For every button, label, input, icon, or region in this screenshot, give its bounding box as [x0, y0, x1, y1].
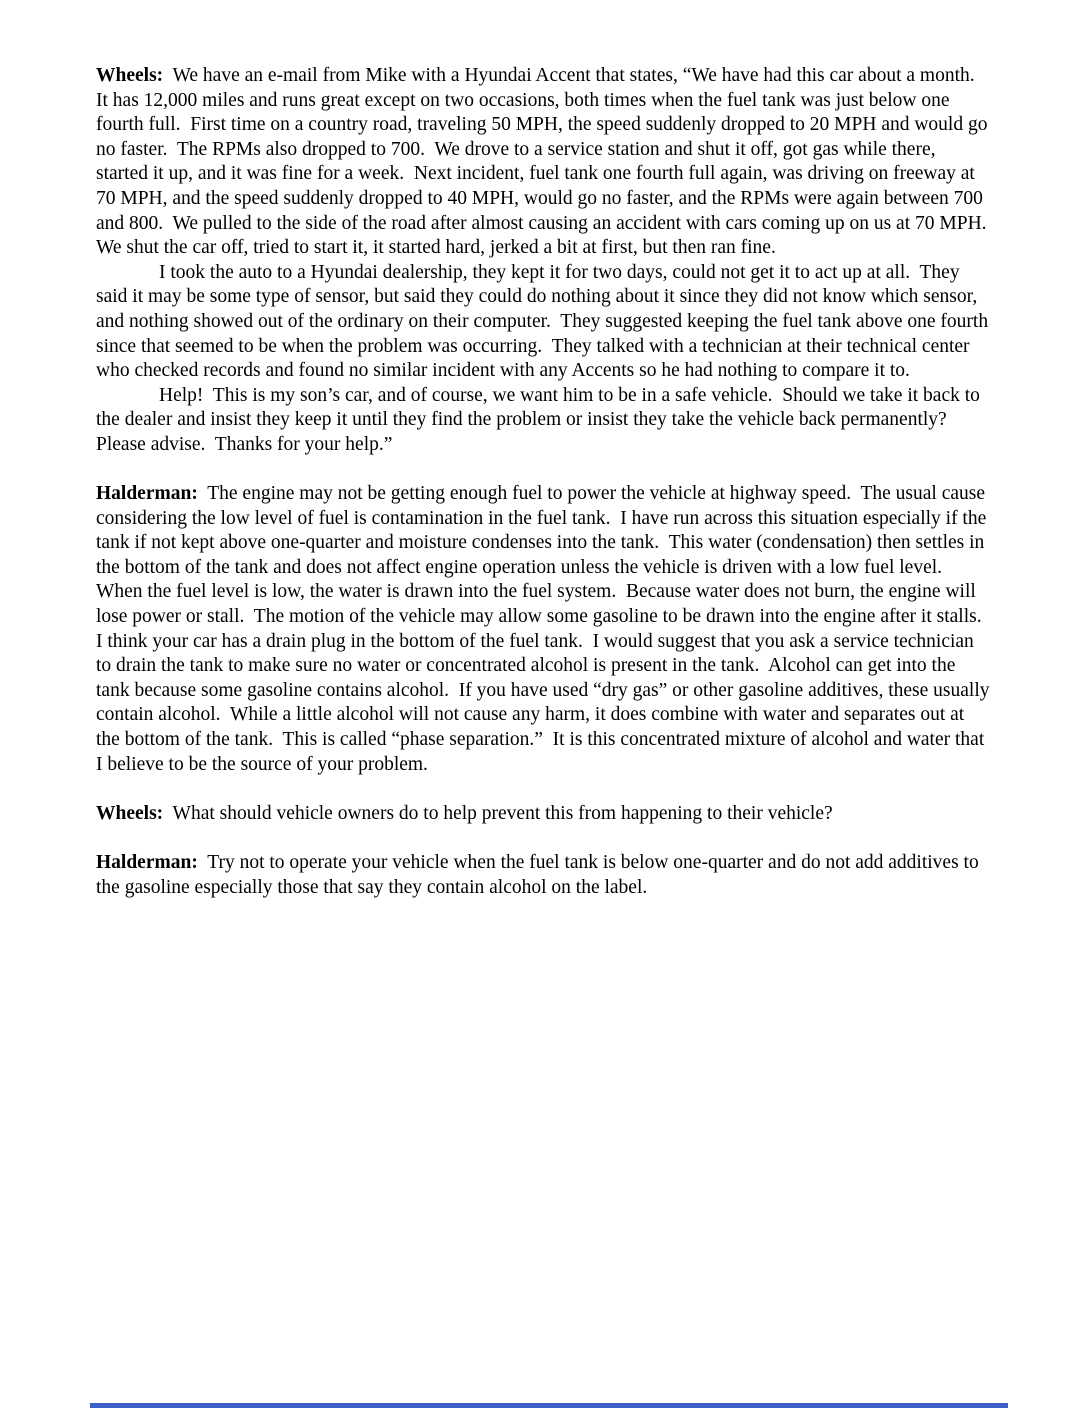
qa-paragraph-halderman-2 [96, 851, 992, 900]
speaker-label: Wheels: [96, 65, 164, 86]
speaker-label: Halderman: [96, 852, 198, 873]
speaker-label: Wheels: [96, 802, 164, 824]
paragraph-text: What should vehicle owners do to help prevent this from happening to their vehicle? [163, 802, 833, 824]
qa-paragraph-halderman-1 [96, 482, 995, 777]
speaker-label: Halderman: [96, 483, 198, 505]
qa-paragraph-letter-2 [96, 261, 992, 384]
paragraph-text: Help! This is my son’s car, and of course, we want him to be in a safe vehicle. Should we take it back to the dealer and insist they keep it until they find the problem or insist they take the vehicle back permanently? Please advise. Thanks for your help.” [96, 384, 985, 455]
qa-paragraph-letter-3 [96, 384, 992, 458]
qa-paragraph-wheels-2 [96, 802, 992, 827]
paragraph-text: I took the auto to a Hyundai dealership, they kept it for two days, could not get it to act up at all. They said it may be some type of sensor, but said they could do nothing about it since they did not know which sensor, and nothing showed out of the ordinary on their computer. They suggested keeping the fuel tank above one fourth since that seemed to be when the problem was occurring. They talked with a technician at their technical center who checked records and found no similar incident with any Accents so he had nothing to compare it to. [96, 261, 993, 382]
paragraph-text: We have an e-mail from Mike with a Hyundai Accent that states, “We have had this car about a month. It has 12,000 miles and runs great except on two occasions, both times when the fuel tank was just below one fourth full. First time on a country road, traveling 50 MPH, the speed suddenly dropped to 20 MPH and would go no faster. The RPMs also dropped to 700. We drove to a service station and shut it off, got gas while there, started it up, and it was fine for a week. Next incident, fuel tank one fourth full again, was driving on freeway at 70 MPH, and the speed suddenly dropped to 40 MPH, would go no faster, and the RPMs were again between 700 and 800. We pulled to the side of the road after almost causing an accident with cars coming up on us at 70 MPH. We shut the car off, tried to start it, it started hard, jerked a bit at first, but then ran fine. [96, 65, 996, 259]
paragraph-text: The engine may not be getting enough fuel to power the vehicle at highway speed. The usual cause considering the low level of fuel is contamination in the fuel tank. I have run across this situation especially if the tank if not kept above one-quarter and moisture condenses into the tank. This water (condensation) then settles in the bottom of the tank and does not affect engine operation unless the vehicle is driven with a low fuel level. When the fuel level is low, the water is drawn into the fuel system. Because water does not burn, the engine will lose power or stall. The motion of the vehicle may allow some gasoline to be drawn into the engine after it stalls. I think your car has a drain plug in the bottom of the fuel tank. I would suggest that you ask a service technician to drain the tank to make sure no water or concentrated alcohol is present in the tank. Alcohol can get into the tank because some gasoline contains alcohol. If you have used “dry gas” or other gasoline additives, these usually contain alcohol. While a little alcohol will not cause any harm, it does combine with water and separates out at the bottom of the tank. This is called “phase separation.” It is this concentrated mixture of alcohol and water that I believe to be the source of your problem. [96, 483, 995, 775]
paragraph-text: Try not to operate your vehicle when the fuel tank is below one-quarter and do not add additives to the gasoline especially those that say they contain alcohol on the label. [96, 852, 984, 898]
document-body [96, 64, 996, 900]
qa-paragraph-wheels-1 [96, 64, 996, 261]
footer-rule [90, 1403, 1008, 1408]
